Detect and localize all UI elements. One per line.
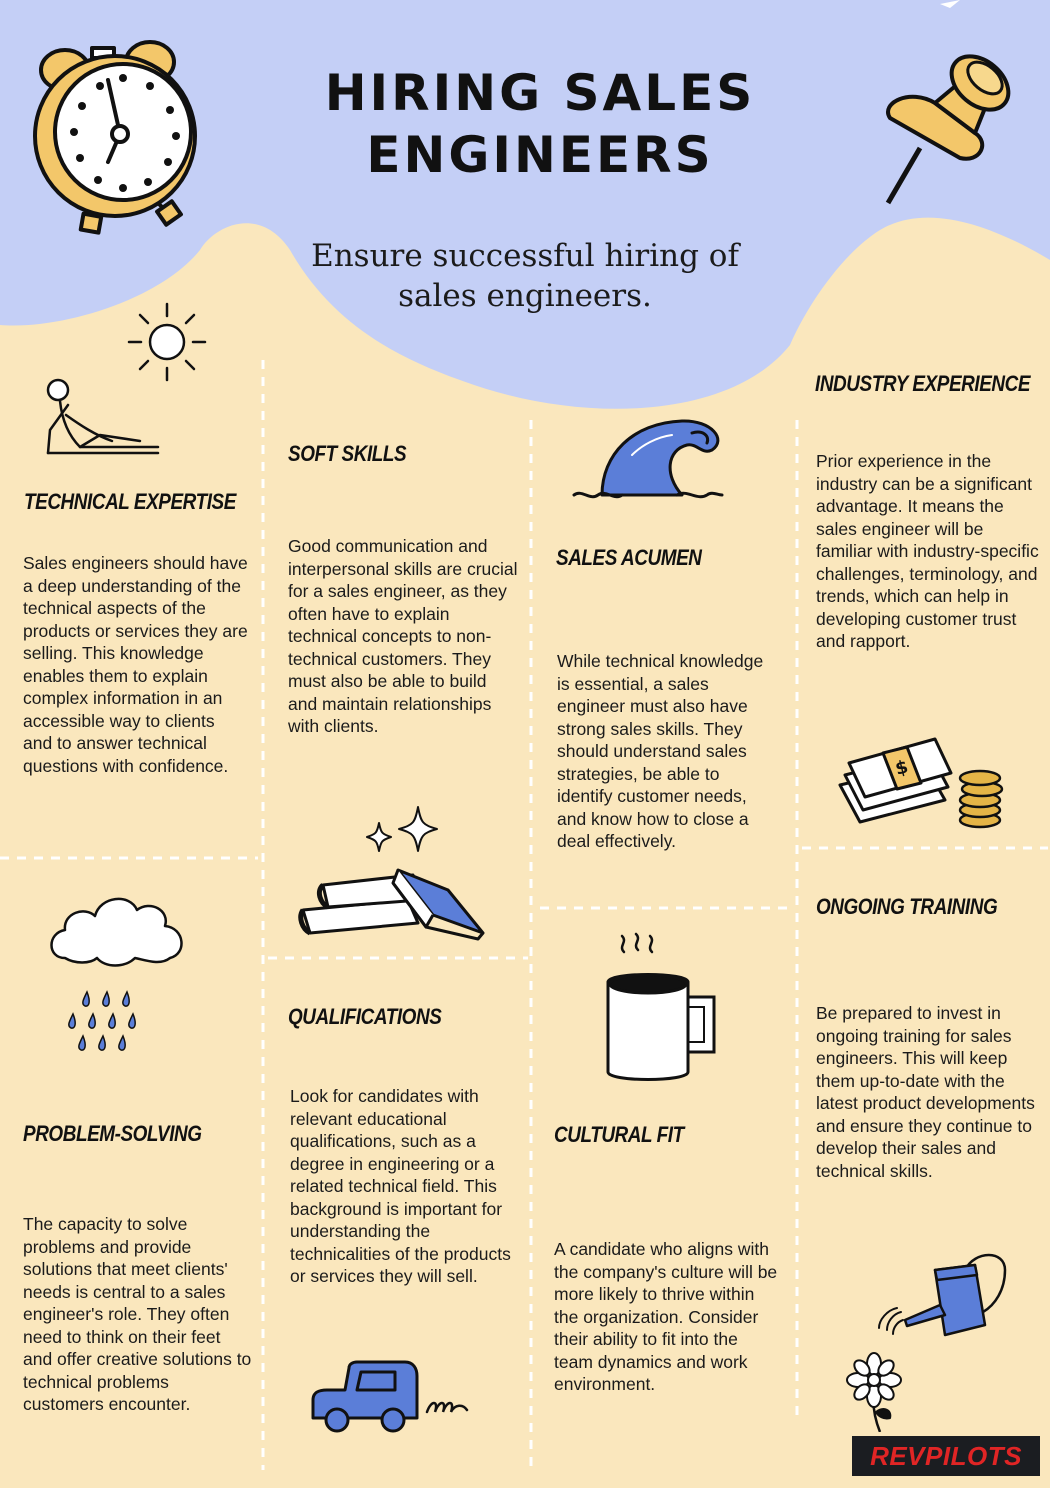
cloud-icon: [45, 888, 190, 973]
qualifications-title: QUALIFICATIONS: [288, 1004, 442, 1029]
technical-expertise-title: TECHNICAL EXPERTISE: [24, 489, 236, 514]
technical-expertise-text: Sales engineers should have a deep understanding of the technical aspects of the products or services they are selling. This knowledge enables them to explain complex information in an accessible way to clients and to answer technical questions with confidence.: [23, 553, 248, 776]
sales-acumen-text: While technical knowledge is essential, a sales engineer must also have strong sales skills. They should understand sales strategies, be able to identify customer needs, and know how to close a deal effectively.: [557, 651, 764, 851]
ongoing-training-text: Be prepared to invest in ongoing training for sales engineers. This will keep them up-to-date with the latest product developments and ensure they continue to develop their sales and technical skills.: [816, 1003, 1035, 1181]
cultural-fit-text: A candidate who aligns with the company's culture will be more likely to thrive within the organization. Consider their ability to fit into the team dynamics and work environment.: [554, 1239, 778, 1394]
wave-icon: [572, 415, 727, 505]
cultural-fit-title: CULTURAL FIT: [554, 1122, 684, 1147]
coins-icon: [955, 765, 1005, 830]
alarm-clock-icon: [30, 40, 200, 240]
flower-icon: [840, 1352, 910, 1432]
sales-acumen-title: SALES ACUMEN: [556, 545, 702, 570]
sparkles-icon: [365, 805, 445, 860]
qualifications-text: Look for candidates with relevant educational qualifications, such as a degree in engineering or a related technical field. This background is important for understanding the technicalities of the products or services they will sell.: [290, 1086, 511, 1286]
page-title: HIRING SALES ENGINEERS: [324, 64, 756, 184]
revpilots-logo: [852, 1436, 1040, 1476]
svg-text:$: $: [893, 756, 911, 780]
relaxing-person-icon: [40, 375, 165, 460]
problem-solving-title: PROBLEM-SOLVING: [23, 1121, 202, 1146]
sun-icon: [125, 300, 210, 385]
logo-text: REVPILOTS: [870, 1440, 1022, 1471]
problem-solving-text: The capacity to solve problems and provide solutions that meet clients' needs is central to a sales engineer's role. They often need to think on their feet and offer creative solutions to technical problems customers encounter.: [23, 1214, 252, 1414]
industry-experience-title: INDUSTRY EXPERIENCE: [815, 371, 1031, 396]
push-pin-icon: [880, 48, 1030, 208]
coffee-mug-icon: [602, 932, 722, 1082]
soft-skills-text: Good communication and interpersonal skills are crucial for a sales engineer, as they often have to explain technical concepts to non-technical customers. They must also be able to build and maintain relationships with clients.: [288, 536, 518, 736]
books-icon: [298, 855, 493, 945]
money-stack-icon: [835, 725, 955, 825]
car-icon: [305, 1360, 475, 1440]
watering-can-icon: [875, 1250, 1015, 1340]
soft-skills-title: SOFT SKILLS: [288, 441, 407, 466]
industry-experience-text: Prior experience in the industry can be a significant advantage. It means the sales engineer will be familiar with industry-specific challenges, terminology, and trends, which can help in developing customer trust and rapport.: [816, 451, 1039, 651]
raindrops-icon: [65, 990, 150, 1055]
page-subtitle: Ensure successful hiring of sales engineers.: [311, 238, 739, 314]
ongoing-training-title: ONGOING TRAINING: [816, 894, 998, 919]
